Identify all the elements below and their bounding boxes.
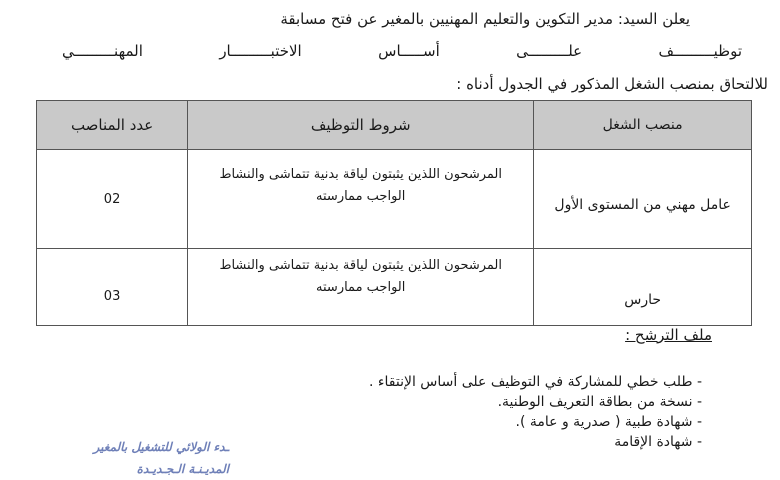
required-documents-list (369, 372, 702, 452)
recruitment-word: المهنـــــــــي (62, 42, 143, 60)
table-row (37, 150, 752, 249)
table-row (37, 249, 752, 326)
conditions-text: المرشحون اللذين يثبتون لياقة بدنية تتماشى والنشاط الواجب ممارسته (219, 167, 502, 204)
conditions-cell (188, 150, 534, 249)
recruitment-word: علـــــــــى (516, 42, 583, 60)
recruitment-type-line (62, 42, 742, 60)
table-intro: للالتحاق بمنصب الشغل المذكور في الجدول أدناه : (456, 75, 768, 93)
recruitment-word: توظيـــــــــف (658, 42, 742, 60)
list-item: - شهادة الإقامة (614, 434, 702, 450)
conditions-cell (188, 249, 534, 326)
stamp-line: ـدء الولائي للتشغيل بالمغير (93, 440, 229, 454)
list-item: - طلب خطي للمشاركة في التوظيف على أساس الإنتقاء . (369, 374, 702, 390)
positions-table (36, 100, 752, 326)
positions-count: 02 (103, 191, 121, 207)
application-file-title: ملف الترشح : (625, 326, 712, 344)
count-cell (37, 150, 188, 249)
positions-count: 03 (103, 288, 121, 304)
conditions-text: المرشحون اللذين يثبتون لياقة بدنية تتماشى والنشاط الواجب ممارسته (219, 258, 502, 295)
count-cell (37, 249, 188, 326)
post-cell (534, 249, 752, 326)
header-count: عدد المناصب (37, 101, 188, 150)
header-conditions: شروط التوظيف (188, 101, 534, 150)
list-item: - نسخة من بطاقة التعريف الوطنية. (497, 394, 702, 410)
post-cell (534, 150, 752, 249)
recruitment-word: أســـــاس (378, 42, 440, 60)
announcement-intro: يعلن السيد: مدير التكوين والتعليم المهنيين بالمغير عن فتح مسابقة (280, 10, 690, 28)
header-post: منصب الشغل (534, 101, 752, 150)
table-header-row (37, 101, 752, 150)
list-item: - شهادة طبية ( صدرية و عامة ). (515, 414, 702, 430)
official-stamp (44, 436, 229, 480)
recruitment-word: الاختبـــــــــار (219, 42, 302, 60)
stamp-line: المديـنـة الـجـديـدة (136, 462, 229, 476)
post-name: عامل مهني من المستوى الأول (554, 197, 731, 213)
post-name: حارس (624, 292, 662, 308)
